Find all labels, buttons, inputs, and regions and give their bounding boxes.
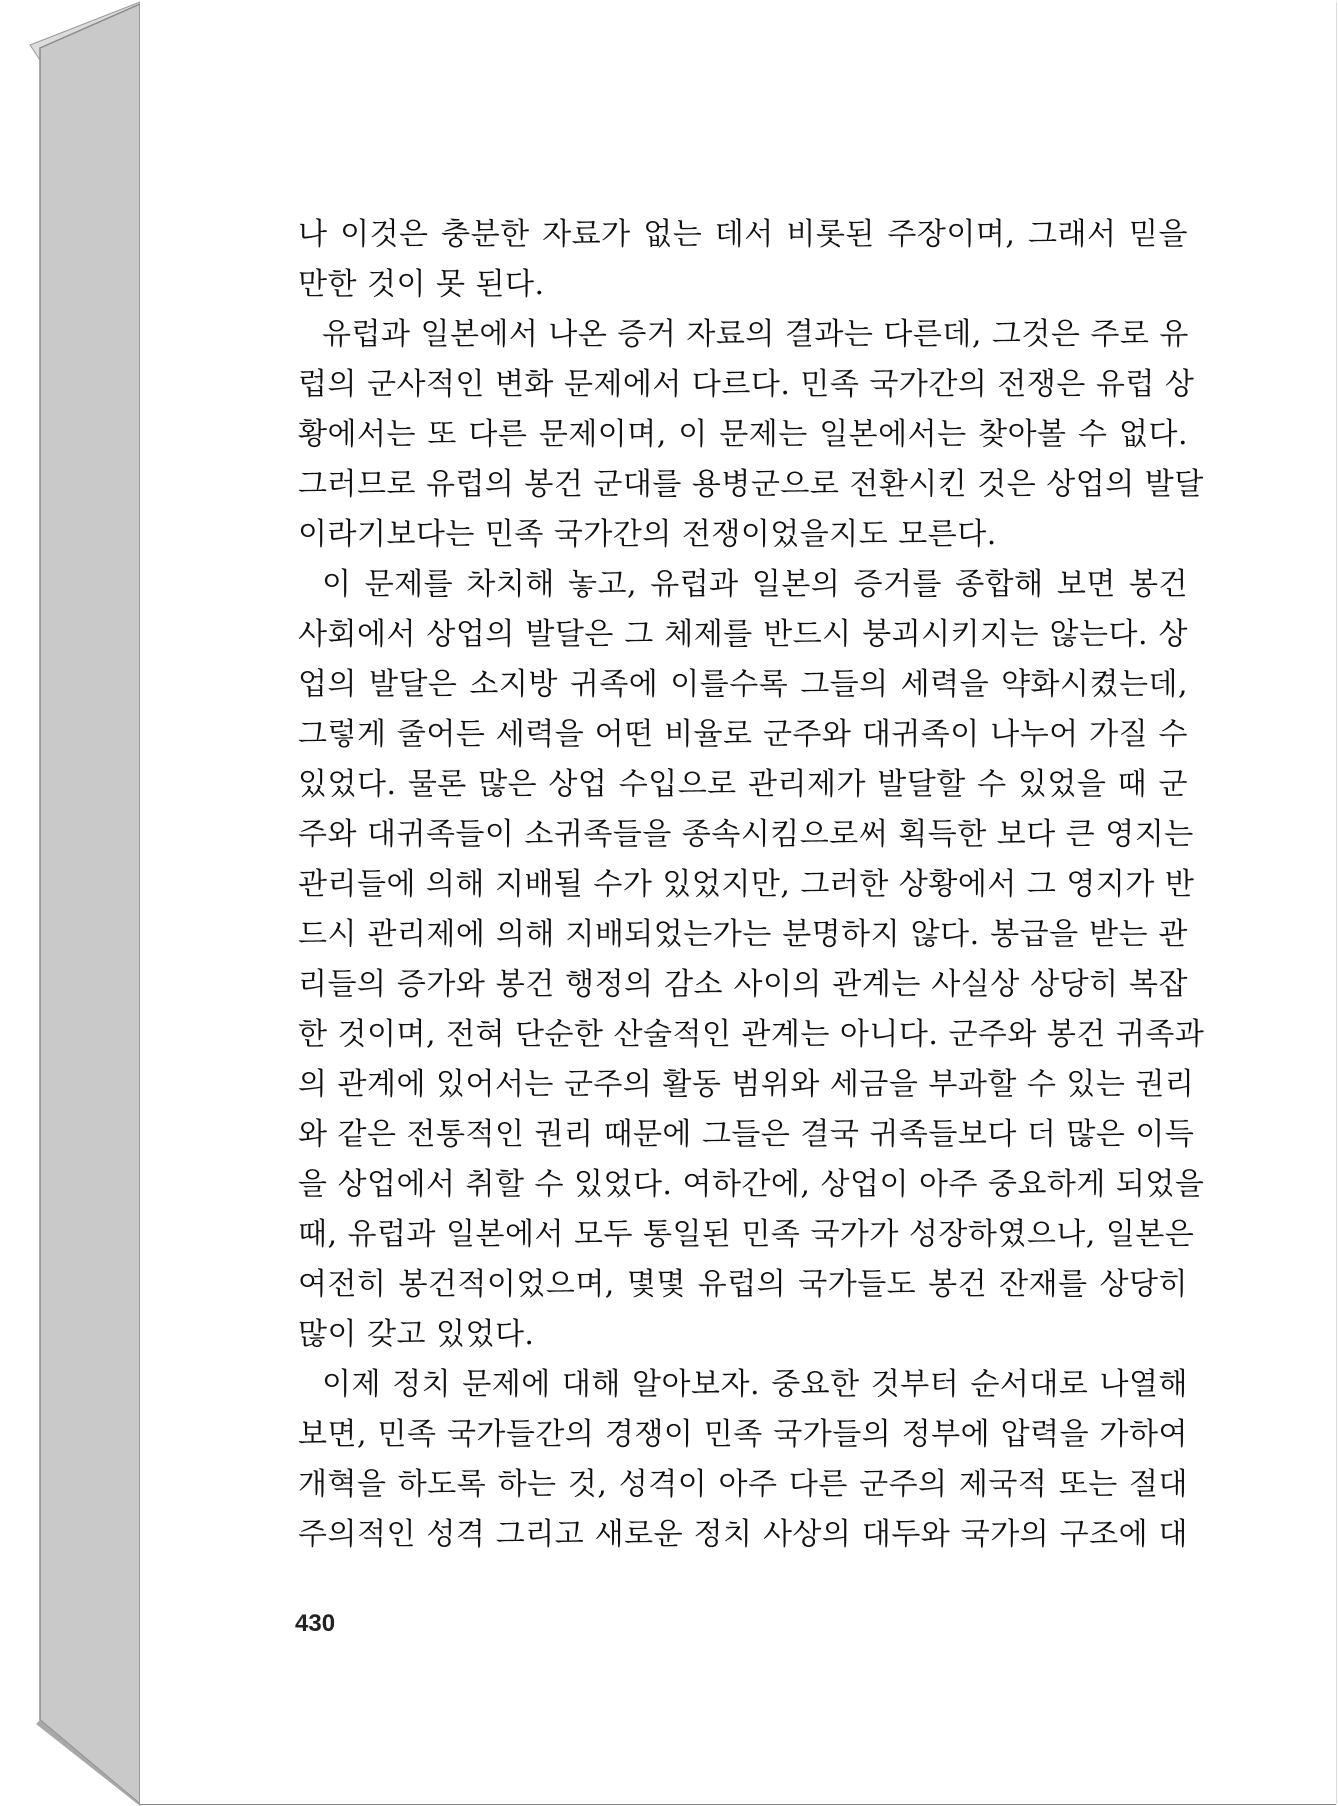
text-line: 사회에서 상업의 발달은 그 체제를 반드시 붕괴시키지는 않는다. 상 [298,617,1188,652]
text-line: 그러므로 유럽의 봉건 군대를 용병군으로 전환시킨 것은 상업의 발달 [298,467,1204,502]
text-line: 한 것이며, 전혀 단순한 산술적인 관계는 아니다. 군주와 봉건 귀족과 [298,1017,1205,1052]
text-line: 때, 유럽과 일본에서 모두 통일된 민족 국가가 성장하였으나, 일본은 [298,1217,1195,1252]
text-line: 주의적인 성격 그리고 새로운 정치 사상의 대두와 국가의 구조에 대 [298,1517,1188,1552]
text-line: 이제 정치 문제에 대해 알아보자. 중요한 것부터 순서대로 나열해 [322,1367,1188,1402]
text-line: 있었다. 물론 많은 상업 수입으로 관리제가 발달할 수 있었을 때 군 [298,767,1188,802]
text-line: 여전히 봉건적이었으며, 몇몇 유럽의 국가들도 봉건 잔재를 상당히 [298,1267,1188,1302]
text-line: 황에서는 또 다른 문제이며, 이 문제는 일본에서는 찾아볼 수 없다. [298,417,1188,452]
text-line: 그렇게 줄어든 세력을 어떤 비율로 군주와 대귀족이 나누어 가질 수 [298,717,1188,752]
text-line: 많이 갖고 있었다. [298,1317,535,1352]
text-line: 와 같은 전통적인 권리 때문에 그들은 결국 귀족들보다 더 많은 이득 [298,1117,1195,1152]
text-line: 이 문제를 차치해 놓고, 유럽과 일본의 증거를 종합해 보면 봉건 [322,567,1188,602]
text-line: 개혁을 하도록 하는 것, 성격이 아주 다른 군주의 제국적 또는 절대 [298,1467,1188,1502]
body-text [298,210,1205,1560]
spine-front [40,4,140,1804]
text-line: 관리들에 의해 지배될 수가 있었지만, 그러한 상황에서 그 영지가 반 [298,867,1195,902]
text-line: 유럽과 일본에서 나온 증거 자료의 결과는 다른데, 그것은 주로 유 [322,317,1189,352]
book-page [140,0,1336,1804]
text-line: 보면, 민족 국가들간의 경쟁이 민족 국가들의 정부에 압력을 가하여 [298,1417,1188,1452]
text-line: 의 관계에 있어서는 군주의 활동 범위와 세금을 부과할 수 있는 권리 [298,1067,1195,1102]
text-line: 드시 관리제에 의해 지배되었는가는 분명하지 않다. 봉급을 받는 관 [298,917,1188,952]
text-line: 럽의 군사적인 변화 문제에서 다르다. 민족 국가간의 전쟁은 유럽 상 [298,367,1195,402]
text-line: 만한 것이 못 된다. [298,267,545,302]
text-line: 주와 대귀족들이 소귀족들을 종속시킴으로써 획득한 보다 큰 영지는 [298,817,1194,852]
text-line: 이라기보다는 민족 국가간의 전쟁이었을지도 모른다. [298,517,997,552]
text-line: 업의 발달은 소지방 귀족에 이를수록 그들의 세력을 약화시켰는데, [298,667,1188,702]
text-line: 을 상업에서 취할 수 있었다. 여하간에, 상업이 아주 중요하게 되었을 [298,1167,1205,1202]
page-number: 430 [295,1610,336,1637]
text-line: 리들의 증가와 봉건 행정의 감소 사이의 관계는 사실상 상당히 복잡 [298,967,1188,1002]
text-line: 나 이것은 충분한 자료가 없는 데서 비롯된 주장이며, 그래서 믿을 [298,217,1188,252]
